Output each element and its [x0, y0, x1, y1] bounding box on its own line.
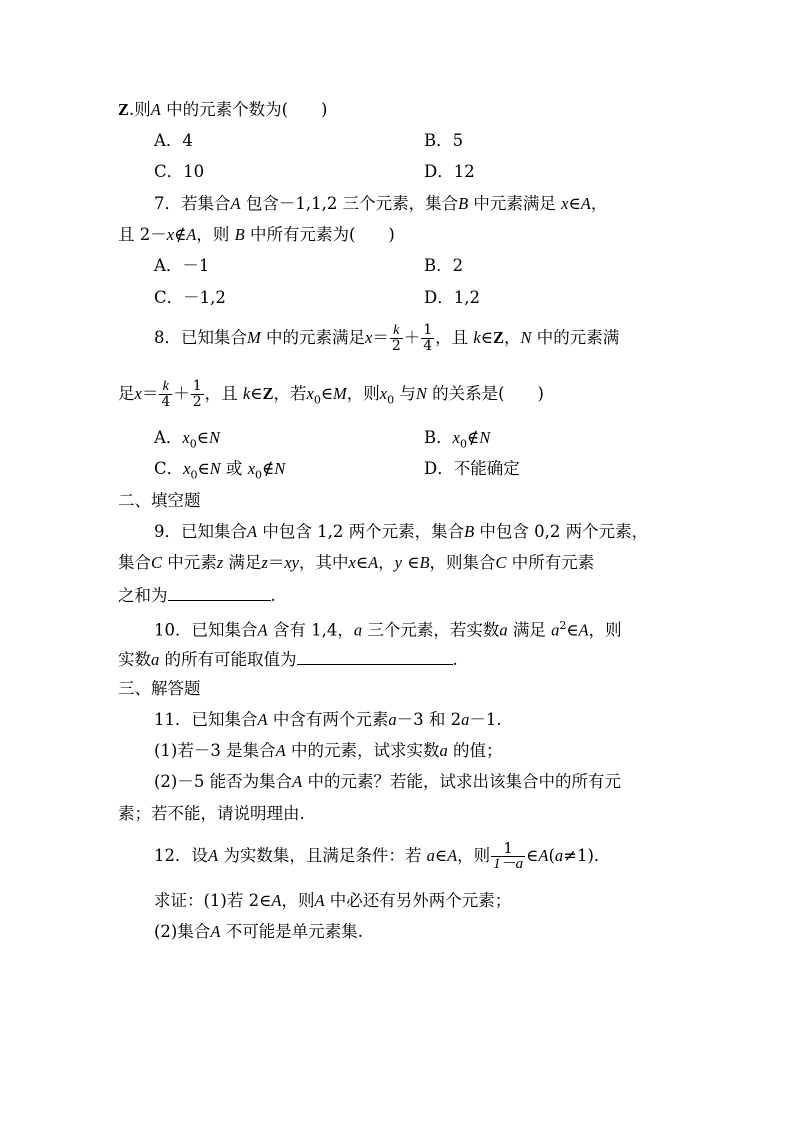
- var-a: a: [499, 620, 508, 640]
- q7-stem-line2: [118, 223, 395, 247]
- text: 中所有元素: [506, 553, 595, 572]
- notin-symbol: ∉: [466, 428, 480, 447]
- denominator: 2: [192, 394, 202, 410]
- q8-option-d: D．不能确定: [424, 459, 520, 478]
- var-a: a: [151, 650, 160, 669]
- equals-symbol: ＝: [267, 553, 285, 572]
- text: (2)集合: [154, 922, 211, 941]
- text: 11．已知集合: [154, 710, 258, 729]
- text: (: [548, 846, 555, 865]
- text: ，其中: [299, 553, 349, 572]
- var-A: A: [150, 100, 161, 119]
- text: 且 2－: [118, 225, 167, 244]
- text: 中的元素满: [531, 328, 620, 347]
- var-x: x: [306, 384, 314, 403]
- answer-blank[interactable]: [168, 582, 271, 601]
- text: 10．已知集合: [154, 620, 258, 640]
- var-B: B: [234, 225, 245, 244]
- text: 满足: [507, 620, 546, 640]
- var-k: k: [473, 328, 481, 347]
- text: 中包含 0,2 两个元素，: [474, 522, 649, 541]
- denominator: 4: [423, 338, 433, 354]
- var-A: A: [275, 741, 286, 760]
- text: 的关系是( ): [426, 384, 544, 403]
- in-symbol: ∈: [480, 328, 493, 347]
- plus-symbol: ＋: [403, 328, 421, 347]
- in-symbol: ∈: [568, 194, 581, 213]
- option-label: A．: [154, 428, 183, 447]
- text: 中所有元素为( ): [244, 225, 395, 244]
- q6-text: .则: [129, 100, 151, 119]
- text: ，则: [281, 891, 315, 910]
- section-fill-in-heading: 二、填空题: [118, 491, 201, 510]
- subscript: 0: [255, 468, 263, 482]
- text: 中的元素？若能，试求出该集合中的所有元: [302, 772, 621, 791]
- text: 足: [118, 384, 135, 403]
- q7-option-c: C．－1,2: [154, 288, 226, 307]
- var-A: A: [292, 772, 303, 791]
- text: 不可能是单元素集.: [220, 922, 363, 941]
- text: 中元素: [162, 553, 217, 572]
- var-N: N: [208, 428, 220, 447]
- var-N: N: [520, 328, 532, 347]
- q7-option-a: A．－1: [154, 256, 210, 275]
- q11-part2-cont: 素；若不能，请说明理由.: [118, 804, 305, 823]
- text: 中的元素满足: [260, 328, 365, 347]
- q8-stem-line2: [118, 376, 544, 418]
- text: ，: [590, 194, 608, 213]
- q11-stem-line1: [154, 708, 502, 732]
- text: 实数: [118, 650, 151, 669]
- set-Z-symbol: Z: [118, 100, 130, 119]
- text: 三个元素，若实数: [362, 620, 500, 640]
- var-C: C: [495, 553, 507, 572]
- var-M: M: [247, 328, 261, 347]
- var-x: x: [247, 459, 256, 478]
- text: ，: [378, 553, 395, 572]
- fraction-1-over-1-minus-a: [491, 841, 525, 872]
- text: (1)若－3 是集合: [154, 741, 276, 760]
- text: 的值；: [447, 741, 503, 760]
- var-a: a: [426, 846, 435, 865]
- q11-part2: [154, 770, 621, 794]
- q8-option-b: [424, 426, 490, 456]
- q8-stem-line1: [154, 320, 619, 356]
- text: 中的元素，试求实数: [285, 741, 440, 760]
- text: ，则: [346, 384, 380, 403]
- numerator: 1: [503, 839, 513, 857]
- var-A: A: [186, 225, 197, 244]
- var-A: A: [538, 846, 549, 865]
- q11-part1: [154, 739, 502, 763]
- text: ，且: [204, 384, 238, 403]
- text: 求证：(1)若 2: [154, 891, 260, 910]
- var-x: x: [452, 428, 460, 447]
- var-x: x: [348, 553, 356, 572]
- var-A: A: [247, 522, 258, 541]
- var-N: N: [209, 459, 221, 478]
- denominator: 1－a: [493, 856, 524, 872]
- numerator: k: [162, 379, 169, 394]
- q9-stem-line3: [118, 582, 276, 608]
- q9-stem-line2: [118, 551, 594, 575]
- q6-text-tail: 中的元素个数为( ): [160, 100, 328, 119]
- var-a: a: [461, 710, 470, 729]
- text: 7．若集合: [154, 194, 231, 213]
- plus-symbol: ＋: [173, 384, 190, 403]
- in-symbol: ∈: [196, 428, 209, 447]
- option-label: C．: [154, 459, 184, 478]
- q7-stem-line1: [154, 192, 607, 216]
- var-N: N: [479, 428, 491, 447]
- var-C: C: [151, 553, 163, 572]
- numerator: 1: [192, 378, 202, 394]
- text: 集合: [118, 553, 151, 572]
- equals-symbol: ＝: [141, 384, 159, 403]
- var-A: A: [271, 891, 282, 910]
- fraction-1-over-2: [191, 379, 204, 410]
- subscript: 0: [190, 468, 198, 482]
- text: ，且: [435, 328, 469, 347]
- q12-stem-line1: [154, 838, 610, 874]
- q7-option-d: D．1,2: [424, 288, 480, 307]
- fraction-k-over-2: [390, 323, 403, 354]
- text: ，若: [273, 384, 307, 403]
- q8-option-a: [154, 426, 220, 456]
- var-B: B: [419, 553, 430, 572]
- var-B: B: [464, 522, 475, 541]
- text: 含有 1,4，: [267, 620, 354, 640]
- in-symbol: ∈: [320, 384, 334, 403]
- var-a: a: [554, 846, 564, 865]
- var-A: A: [230, 194, 241, 213]
- q6-option-a: A．4: [154, 131, 193, 150]
- var-N: N: [274, 459, 286, 478]
- var-x: x: [379, 384, 388, 403]
- text: －3 和 2: [396, 710, 462, 729]
- subscript: 0: [189, 437, 197, 451]
- text: 中元素满足: [468, 194, 556, 213]
- var-A: A: [210, 922, 221, 941]
- in-symbol: ∈: [355, 553, 369, 572]
- var-B: B: [458, 194, 469, 213]
- var-a: a: [353, 620, 363, 640]
- var-A: A: [580, 194, 591, 213]
- text: 8．已知集合: [154, 328, 247, 347]
- var-x: x: [561, 194, 569, 213]
- var-a: a: [388, 710, 397, 729]
- text: 中含有两个元素: [267, 710, 389, 729]
- var-x: x: [166, 225, 175, 244]
- var-xy: xy: [284, 553, 300, 572]
- text: －1.: [469, 710, 502, 729]
- subscript: 0: [313, 393, 321, 407]
- subscript: 0: [387, 393, 395, 407]
- text: ，则: [196, 225, 230, 244]
- in-symbol: ∈: [197, 459, 210, 478]
- var-x: x: [182, 428, 190, 447]
- text: 12．设: [154, 846, 208, 865]
- text: ，: [503, 328, 521, 347]
- q10-stem-line1: [154, 614, 622, 643]
- equals-symbol: ＝: [372, 328, 389, 347]
- notin-symbol: ∉: [262, 459, 275, 478]
- text: 满足: [223, 553, 262, 572]
- notin-symbol: ∉: [174, 225, 187, 244]
- q6-option-c: C．10: [154, 162, 205, 181]
- var-x: x: [365, 328, 373, 347]
- text: 中必还有另外两个元素；: [324, 891, 512, 910]
- text: .: [270, 586, 276, 605]
- q8-option-c: [154, 457, 285, 487]
- q10-stem-line2: [118, 646, 458, 672]
- var-a: a: [551, 620, 560, 640]
- var-A: A: [447, 846, 458, 865]
- text: ，则: [457, 846, 491, 865]
- var-x: x: [183, 459, 191, 478]
- in-symbol: ∈: [434, 846, 448, 865]
- text: ，则集合: [429, 553, 496, 572]
- q12-proof-part1: [154, 889, 511, 913]
- text: 为实数集，且满足条件：若: [218, 846, 422, 865]
- var-z: z: [216, 553, 224, 572]
- superscript: 2: [559, 619, 567, 632]
- var-a: a: [439, 741, 448, 760]
- text: (2)－5 能否为集合: [154, 772, 293, 791]
- q6-option-d: D．12: [424, 162, 475, 181]
- var-k: k: [242, 384, 251, 403]
- subscript: 0: [459, 437, 467, 451]
- text: ≠1)．: [563, 846, 611, 865]
- text: 包含－1,1,2 三个元素，集合: [240, 194, 459, 213]
- var-y: y: [394, 553, 402, 572]
- text: ，则: [588, 620, 622, 640]
- var-A: A: [368, 553, 379, 572]
- in-symbol: ∈: [259, 891, 272, 910]
- section-solution-heading: 三、解答题: [118, 679, 201, 698]
- denominator: 4: [161, 394, 171, 410]
- in-symbol: ∈: [401, 553, 420, 572]
- numerator: k: [393, 323, 400, 338]
- var-A: A: [208, 846, 219, 865]
- text: 或: [220, 459, 248, 478]
- fraction-k-over-4: [159, 379, 172, 410]
- var-A: A: [314, 891, 325, 910]
- q12-proof-part2: [154, 920, 363, 944]
- text: 之和为: [118, 586, 168, 605]
- option-label: B．: [424, 428, 453, 447]
- var-A: A: [578, 620, 589, 640]
- var-A: A: [257, 620, 268, 640]
- var-M: M: [333, 384, 347, 403]
- q7-option-b: B．2: [424, 256, 464, 275]
- in-symbol: ∈: [250, 384, 263, 403]
- numerator: 1: [423, 322, 433, 338]
- text: 中包含 1,2 两个元素，集合: [257, 522, 465, 541]
- var-N: N: [415, 384, 427, 403]
- in-symbol: ∈: [526, 846, 539, 865]
- q6-stem: [118, 98, 327, 122]
- var-x: x: [134, 384, 142, 403]
- var-z: z: [261, 553, 268, 572]
- fraction-1-over-4: [421, 323, 434, 354]
- answer-blank[interactable]: [297, 646, 453, 665]
- var-A: A: [257, 710, 268, 729]
- text: .: [452, 650, 458, 669]
- set-Z-symbol: Z: [262, 384, 274, 403]
- q6-option-b: B．5: [424, 131, 464, 150]
- in-symbol: ∈: [566, 620, 579, 640]
- text: 与: [394, 384, 416, 403]
- text: 的所有可能取值为: [159, 650, 297, 669]
- text: 9．已知集合: [154, 522, 247, 541]
- set-Z-symbol: Z: [492, 328, 504, 347]
- q9-stem-line1: [154, 520, 648, 544]
- denominator: 2: [391, 338, 401, 354]
